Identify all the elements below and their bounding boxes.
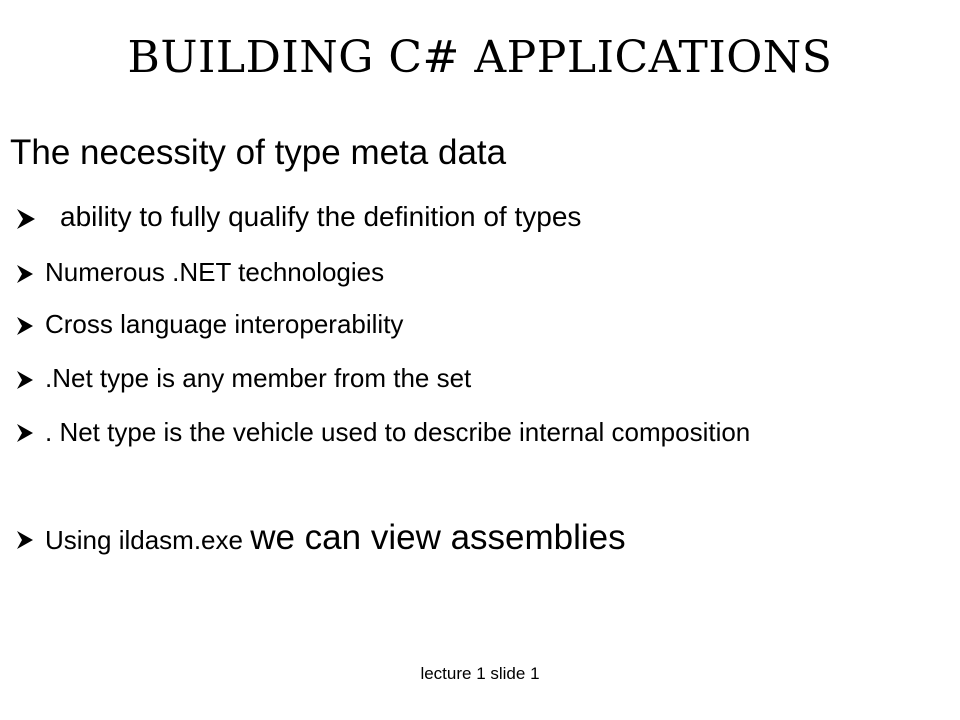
arrowhead-bullet-icon: [15, 254, 45, 290]
arrowhead-bullet-icon: [15, 516, 45, 560]
bullet-text: .Net type is any member from the set: [45, 363, 472, 393]
arrowhead-bullet-icon: [15, 360, 45, 396]
bullet-text-small: Using ildasm.exe: [45, 525, 243, 555]
arrowhead-bullet-icon: [15, 413, 45, 449]
arrowhead-bullet-icon: [15, 306, 45, 342]
bullet-text: . Net type is the vehicle used to describe internal composition: [45, 417, 751, 447]
slide-footer: lecture 1 slide 1: [420, 664, 540, 683]
slide-subtitle: The necessity of type meta data: [10, 133, 507, 172]
slide-title: BUILDING C# APPLICATIONS: [127, 32, 833, 83]
arrowhead-bullet-icon: [15, 197, 45, 237]
bullet-text: Numerous .NET technologies: [45, 257, 385, 287]
bullet-text-large: we can view assemblies: [250, 518, 626, 557]
bullet-text: [45, 516, 626, 562]
bullet-text: Cross language interoperability: [45, 309, 404, 339]
bullet-text: ability to fully qualify the definition of types: [60, 201, 582, 232]
